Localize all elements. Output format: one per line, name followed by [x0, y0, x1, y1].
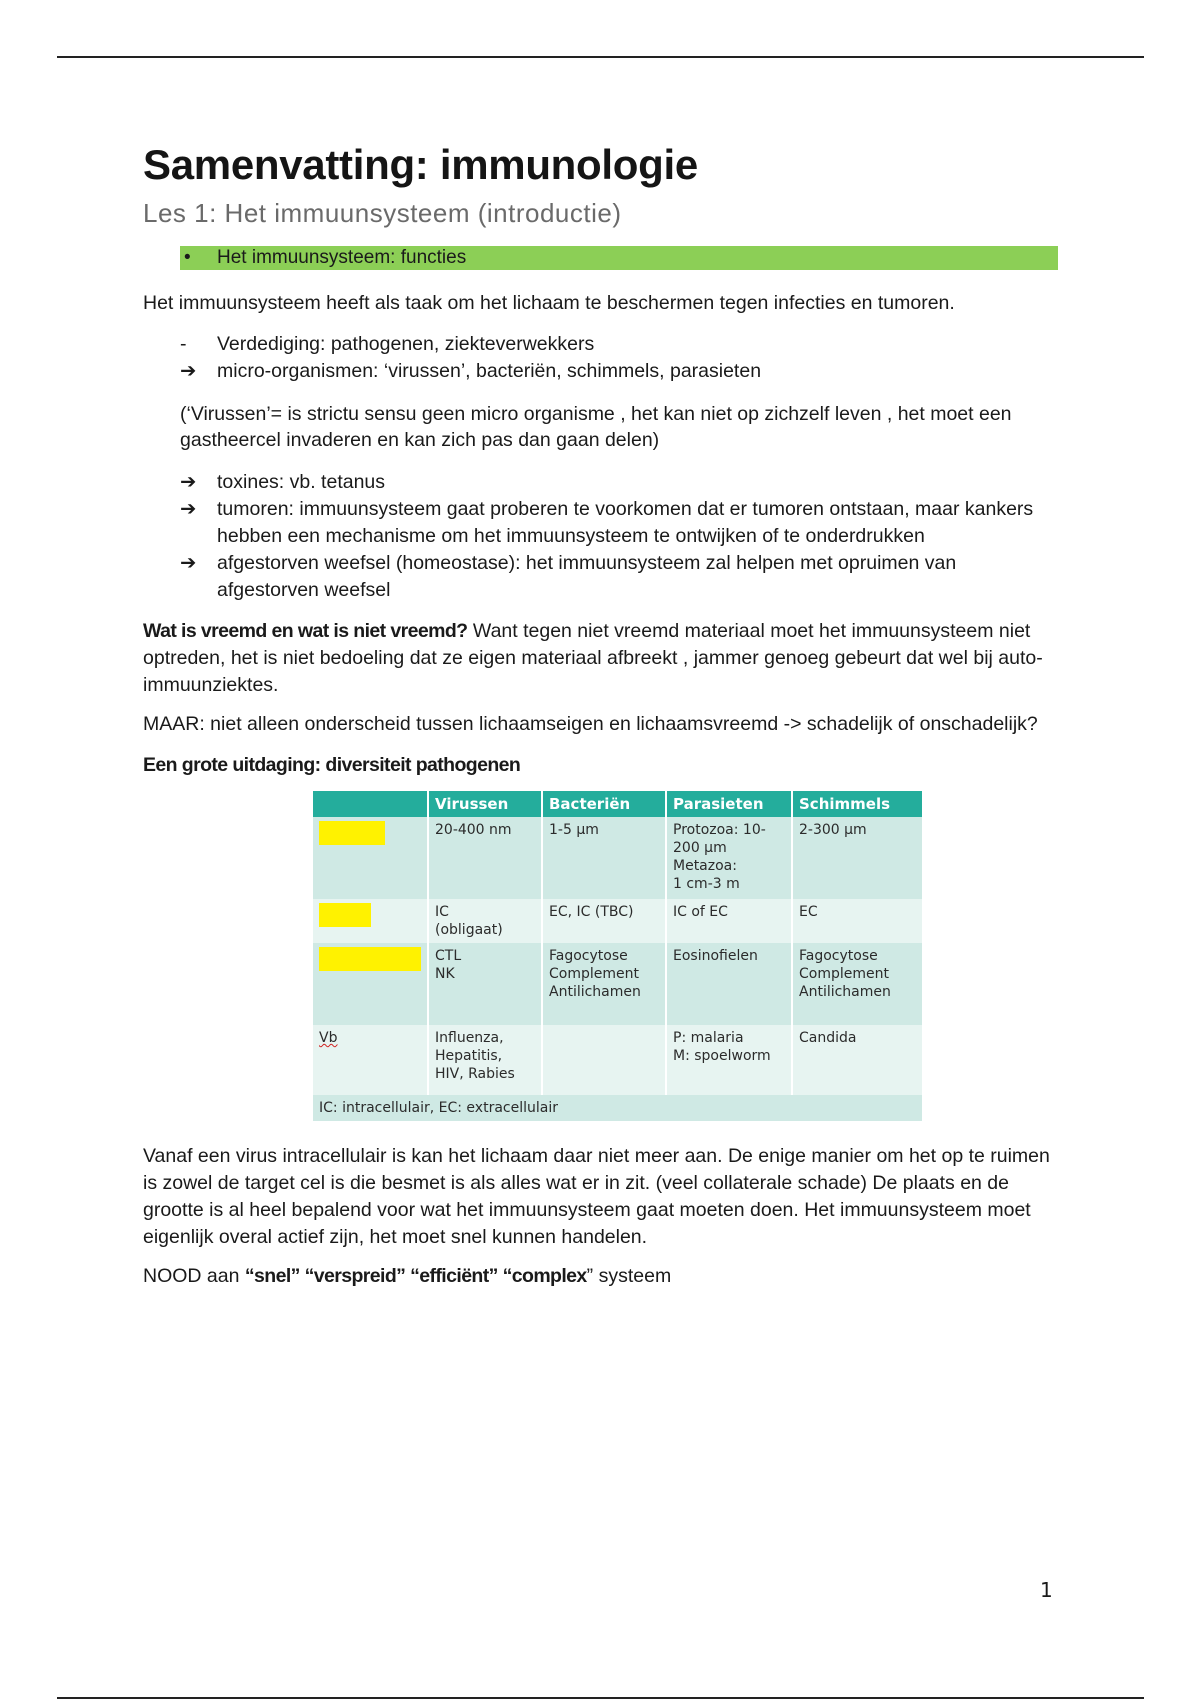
list-item	[180, 496, 1058, 550]
page-number: 1	[1040, 1578, 1053, 1602]
top-rule	[57, 56, 1144, 58]
list-item-text: micro-organismen: ‘virussen’, bacteriën, schimmels, parasieten	[217, 360, 762, 382]
dash-marker: -	[180, 333, 187, 355]
list-item	[180, 550, 1058, 604]
lesson-subtitle: Les 1: Het immuunsysteem (introductie)	[143, 198, 622, 228]
table-footer-cell: IC: intracellulair, EC: extracellulair	[313, 1095, 923, 1121]
table-cell	[313, 943, 428, 1025]
nood-paragraph	[143, 1263, 1058, 1290]
table-cell: Vb	[313, 1025, 428, 1095]
table-cell: Candida	[792, 1025, 923, 1095]
table-cell: EC	[792, 899, 923, 943]
arrow-icon: ➔	[180, 360, 197, 382]
table-cell: EC, IC (TBC)	[542, 899, 666, 943]
table-cell: 1-5 µm	[542, 817, 666, 899]
table-cell: 2-300 µm	[792, 817, 923, 899]
list-item	[180, 331, 1058, 358]
list-item	[180, 358, 1058, 385]
yellow-highlight-mark	[319, 903, 371, 927]
question-bold: Wat is vreemd en wat is niet vreemd?	[143, 620, 468, 642]
virus-intracellular-paragraph: Vanaf een virus intracellulair is kan het lichaam daar niet meer aan. De enige manier om het op te ruimen is zowel de target cel is die besmet is als alles wat er in zit. (veel collaterale schade) De plaats en de grootte is al heel bepalend voor wat het immuunsysteem gaat moeten doen. Het immuunsysteem moet eigenlijk overal actief zijn, het moet snel kunnen handelen.	[143, 1145, 1050, 1248]
table-cell: 20-400 nm	[428, 817, 542, 899]
table-header-cell	[313, 791, 428, 817]
bottom-rule	[57, 1697, 1144, 1699]
table-cell: IC of EC	[666, 899, 792, 943]
table-row	[313, 817, 923, 899]
arrow-icon: ➔	[180, 471, 197, 493]
table-header-row	[313, 791, 923, 817]
table-cell: CTL NK	[428, 943, 542, 1025]
defense-list	[180, 331, 1058, 385]
list-item-text: toxines: vb. tetanus	[217, 471, 386, 493]
highlighted-bullet-heading	[180, 246, 1058, 270]
nood-suffix: ” systeem	[586, 1265, 672, 1287]
table-footer-row	[313, 1095, 923, 1121]
nood-bold-terms: “snel” “verspreid” “efficiënt” “complex	[244, 1265, 587, 1287]
question-rest: Want tegen niet vreemd materiaal moet het immuunsysteem niet optreden, het is niet bedoeling dat ze eigen materiaal afbreekt , jammer genoeg gebeurt dat wel bij auto-immuunziektes.	[143, 620, 1043, 696]
list-item-text: tumoren: immuunsysteem gaat proberen te voorkomen dat er tumoren ontstaan, maar kankers hebben een mechanisme om het immuunsysteem te ontwijken of te onderdrukken	[217, 498, 1034, 547]
table-cell: Fagocytose Complement Antilichamen	[792, 943, 923, 1025]
table-cell: Eosinofielen	[666, 943, 792, 1025]
challenge-heading: Een grote uitdaging: diversiteit pathogenen	[143, 754, 521, 776]
pathogen-table	[313, 791, 924, 1121]
table-row	[313, 943, 923, 1025]
table-cell: P: malaria M: spoelworm	[666, 1025, 792, 1095]
table-cell: Fagocytose Complement Antilichamen	[542, 943, 666, 1025]
table-row	[313, 1025, 923, 1095]
table-header-cell: Parasieten	[666, 791, 792, 817]
nood-prefix: NOOD aan	[143, 1265, 245, 1287]
table-header-cell: Bacteriën	[542, 791, 666, 817]
arrow-icon: ➔	[180, 498, 197, 520]
list-item-text: afgestorven weefsel (homeostase): het immuunsysteem zal helpen met opruimen van afgestorven weefsel	[217, 552, 957, 601]
table-cell	[313, 899, 428, 943]
table-cell	[542, 1025, 666, 1095]
table-cell	[313, 817, 428, 899]
table-cell: IC (obligaat)	[428, 899, 542, 943]
table-header-cell: Virussen	[428, 791, 542, 817]
arrow-icon: ➔	[180, 552, 197, 574]
yellow-highlight-mark	[319, 821, 385, 845]
yellow-highlight-mark	[319, 947, 421, 971]
table-header-cell: Schimmels	[792, 791, 923, 817]
intro-paragraph: Het immuunsysteem heeft als taak om het lichaam te beschermen tegen infecties en tumoren.	[143, 292, 955, 314]
foreign-question-paragraph	[143, 618, 1058, 699]
function-list	[180, 469, 1058, 604]
document-body	[143, 140, 1058, 1290]
document-title: Samenvatting: immunologie	[143, 141, 698, 188]
virus-note: (‘Virussen’= is strictu sensu geen micro organisme , het kan niet op zichzelf leven , het moet een gastheercel invaderen en kan zich pas dan gaan delen)	[180, 403, 1012, 451]
bullet-dot: •	[184, 247, 191, 268]
list-item-text: Verdediging: pathogenen, ziekteverwekkers	[217, 333, 595, 355]
table-row	[313, 899, 923, 943]
table-cell: Influenza, Hepatitis, HIV, Rabies	[428, 1025, 542, 1095]
table-cell: Protozoa: 10- 200 µm Metazoa: 1 cm-3 m	[666, 817, 792, 899]
maar-paragraph: MAAR: niet alleen onderscheid tussen lichaamseigen en lichaamsvreemd -> schadelijk of onschadelijk?	[143, 713, 1038, 735]
bullet-heading-text: Het immuunsysteem: functies	[217, 247, 467, 268]
list-item	[180, 469, 1058, 496]
